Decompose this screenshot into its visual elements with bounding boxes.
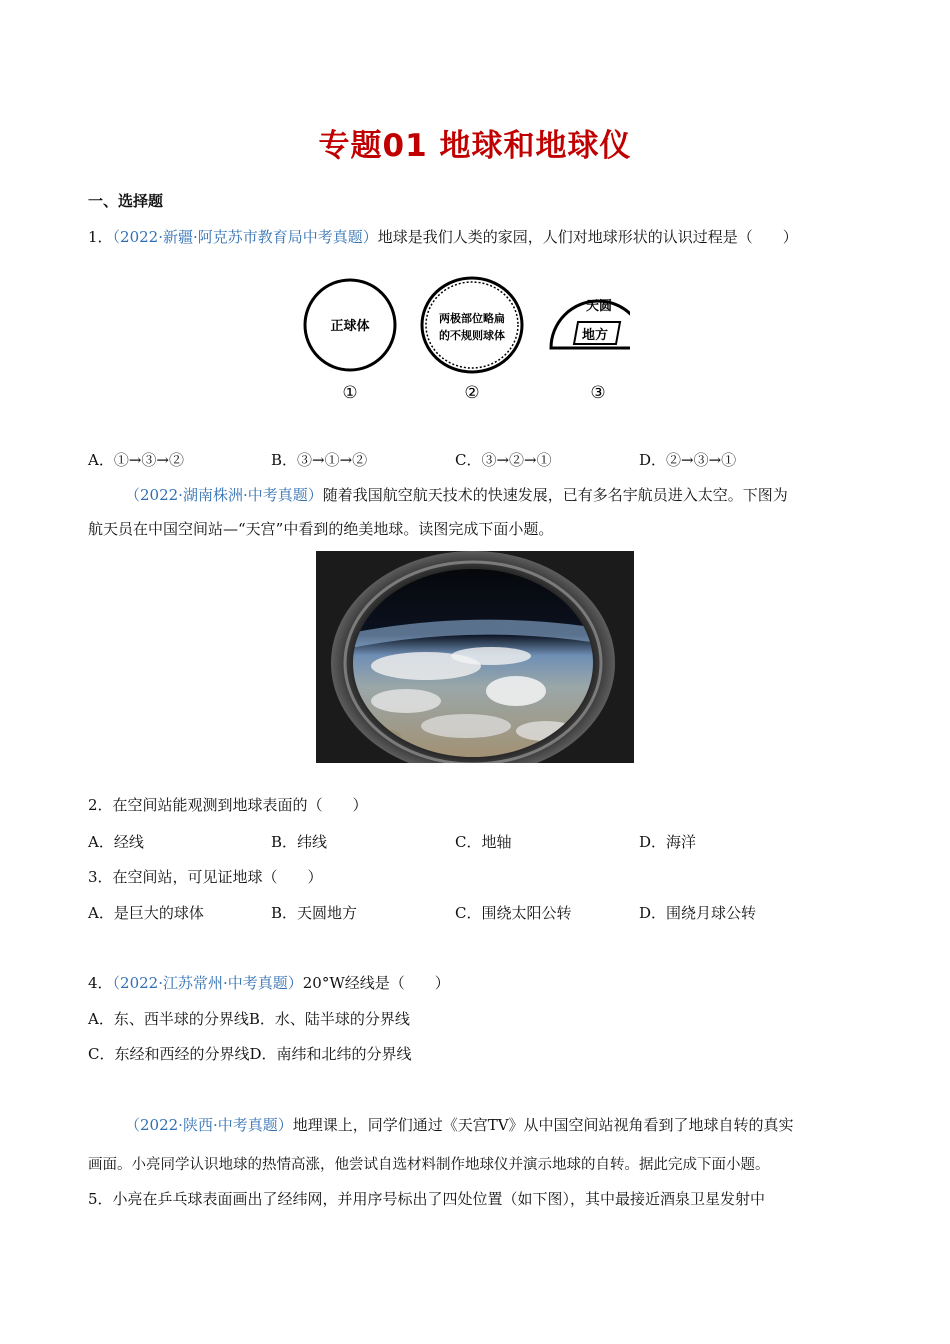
question-1 bbox=[88, 226, 798, 247]
q1-option-c[interactable]: C．③→②→① bbox=[455, 451, 552, 469]
q4-option-a[interactable]: A．东、西半球的分界线 bbox=[88, 1010, 249, 1028]
q2-option-d[interactable]: D．海洋 bbox=[639, 833, 697, 851]
intro-5-line-1 bbox=[125, 1114, 794, 1135]
q4-option-d[interactable]: D．南纬和北纬的分界线 bbox=[249, 1045, 412, 1063]
intro-2-line-2: 航天员在中国空间站—“天宫”中看到的绝美地球。读图完成下面小题。 bbox=[88, 520, 554, 538]
q2-option-b[interactable]: B．纬线 bbox=[271, 833, 328, 851]
q4-options-row-2 bbox=[88, 1043, 412, 1064]
q3-option-d[interactable]: D．围绕月球公转 bbox=[639, 904, 757, 922]
sphere-label: 正球体 bbox=[330, 319, 370, 334]
diagram-number-1: ① bbox=[342, 383, 358, 403]
diagram-number-2: ② bbox=[464, 383, 480, 403]
q1-option-d[interactable]: D．②→③→① bbox=[639, 451, 737, 469]
q1-option-a[interactable]: A．①→③→② bbox=[88, 451, 184, 469]
q1-option-b[interactable]: B．③→①→② bbox=[271, 451, 368, 469]
irregular-sphere-label-1: 两极部位略扁 bbox=[439, 312, 505, 325]
question-text: 地球是我们人类的家园，人们对地球形状的认识过程是（ ） bbox=[377, 228, 798, 246]
diagram-number-3: ③ bbox=[590, 383, 606, 403]
intro-5-source: （2022·陕西·中考真题） bbox=[125, 1116, 293, 1134]
intro-5-line-2: 画面。小亮同学认识地球的热情高涨，他尝试自选材料制作地球仪并演示地球的自转。据此完成下面小题。 bbox=[88, 1157, 770, 1173]
square-label: 地方 bbox=[581, 328, 609, 343]
earth-shape-svg bbox=[300, 270, 630, 405]
q4-option-b[interactable]: B．水、陆半球的分界线 bbox=[248, 1010, 410, 1028]
intro-2-line-1 bbox=[125, 484, 788, 505]
dome-label: 天圆 bbox=[585, 299, 613, 314]
q4-options-row-1 bbox=[88, 1008, 410, 1029]
question-number: 4． bbox=[88, 974, 113, 992]
intro-2-source: （2022·湖南株洲·中考真题） bbox=[125, 486, 323, 504]
space-station-earth-photo bbox=[316, 551, 634, 763]
q3-option-c[interactable]: C．围绕太阳公转 bbox=[455, 904, 572, 922]
intro-2-text: 随着我国航空航天技术的快速发展，已有多名宇航员进入太空。下图为 bbox=[322, 486, 788, 504]
question-source: （2022·新疆·阿克苏市教育局中考真题） bbox=[112, 228, 378, 246]
earth-shape-diagram bbox=[300, 270, 630, 405]
question-4 bbox=[88, 972, 450, 993]
irregular-sphere-outer bbox=[422, 278, 522, 372]
question-text: 20°W经线是（ ） bbox=[302, 974, 450, 992]
question-5: 5．小亮在乒乓球表面画出了经纬网，并用序号标出了四处位置（如下图），其中最接近酒泉卫星发射中 bbox=[88, 1190, 766, 1208]
q2-option-c[interactable]: C．地轴 bbox=[455, 833, 512, 851]
question-3: 3．在空间站，可见证地球（ ） bbox=[88, 868, 323, 886]
section-heading: 一、选择题 bbox=[88, 192, 164, 210]
question-source: （2022·江苏常州·中考真题） bbox=[112, 974, 303, 992]
q3-option-b[interactable]: B．天圆地方 bbox=[271, 904, 358, 922]
q3-option-a[interactable]: A．是巨大的球体 bbox=[88, 904, 204, 922]
question-2: 2．在空间站能观测到地球表面的（ ） bbox=[88, 796, 368, 814]
page-title: 专题01 地球和地球仪 bbox=[318, 128, 632, 164]
irregular-sphere-label-2: 的不规则球体 bbox=[439, 329, 505, 342]
q4-option-c[interactable]: C．东经和西经的分界线 bbox=[88, 1045, 250, 1063]
earth-window-svg bbox=[316, 551, 634, 763]
intro-5-text: 地理课上，同学们通过《天宫TV》从中国空间站视角看到了地球自转的真实 bbox=[292, 1116, 794, 1134]
irregular-sphere-inner bbox=[426, 282, 518, 368]
question-number: 1． bbox=[88, 228, 113, 246]
q2-option-a[interactable]: A．经线 bbox=[88, 833, 144, 851]
